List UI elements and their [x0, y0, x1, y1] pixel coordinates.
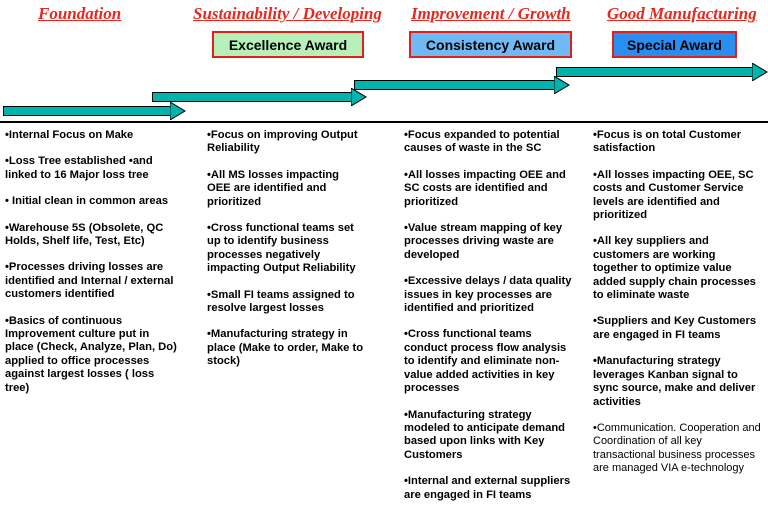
column-sustainability [207, 129, 365, 382]
list-item: •Cross functional teams set up to identify business processes negatively impacting Output Reliability [207, 222, 356, 275]
list-item: •Cross functional teams conduct process flow analysis to identify and eliminate non-value added activities in key processes [404, 328, 567, 395]
stage-title-foundation: Foundation [38, 4, 122, 23]
list-item: •Basics of continuous Improvement culture put in place (Check, Analyze, Plan, Do) applied to office processes against largest losses ( loss tree) [5, 314, 177, 394]
column-foundation [5, 129, 177, 408]
list-item: •Processes driving losses are identified and Internal / external customers identified [5, 261, 174, 301]
step-arrow-3 [354, 79, 570, 91]
list-item: •Suppliers and Key Customers are engaged in FI teams [593, 315, 757, 341]
list-item: •Small FI teams assigned to resolve largest losses [207, 288, 355, 315]
list-item: •Excessive delays / data quality issues in key processes are identified and prioritized [404, 275, 572, 315]
column-good-manufacturing [593, 129, 763, 489]
consistency-award-box: Consistency Award [409, 31, 572, 58]
list-item: •Internal Focus on Make [5, 129, 134, 141]
list-item: •Warehouse 5S (Obsolete, QC Holds, Shelf life, Test, Etc) [5, 221, 164, 248]
list-item: •Manufacturing strategy leverages Kanban signal to sync source, make and deliver activities [593, 355, 756, 408]
list-item: •All MS losses impacting OEE are identified and prioritized [207, 168, 339, 208]
list-item: • Initial clean in common areas [5, 195, 169, 208]
list-item: •All key suppliers and customers are working together to optimize value added supply chain processes to eliminate waste [593, 235, 756, 302]
list-item: •All losses impacting OEE, SC costs and Customer Service levels are identified and prioritized [593, 168, 754, 222]
divider-line [0, 121, 768, 123]
list-item: •Communication. Cooperation and Coordination of all key transactional business processes are managed VIA e-technology [593, 421, 761, 475]
special-award-box: Special Award [612, 31, 737, 58]
list-item: •Manufacturing strategy modeled to anticipate demand based upon links with Key Customers [404, 408, 566, 461]
stage-title-improvement: Improvement / Growth [411, 4, 571, 23]
stage-title-sustainability: Sustainability / Developing [193, 4, 382, 23]
list-item: •Focus on improving Output Reliability [207, 129, 358, 155]
column-improvement [404, 129, 574, 515]
list-item: •All losses impacting OEE and SC costs are identified and prioritized [404, 168, 566, 208]
excellence-award-box: Excellence Award [212, 31, 364, 58]
list-item: •Value stream mapping of key processes driving waste are developed [404, 222, 563, 261]
list-item: •Loss Tree established •and linked to 16 Major loss tree [5, 155, 153, 181]
step-arrow-4 [556, 66, 768, 78]
list-item: •Focus is on total Customer satisfaction [593, 129, 742, 155]
step-arrow-2 [152, 91, 367, 103]
step-arrow-1 [3, 105, 186, 117]
list-item: •Focus expanded to potential causes of waste in the SC [404, 129, 560, 155]
stage-title-good-manufacturing: Good Manufacturing [607, 4, 757, 23]
list-item: •Internal and external suppliers are engaged in FI teams [404, 475, 571, 501]
list-item: •Manufacturing strategy in place (Make to order, Make to stock) [207, 328, 364, 368]
